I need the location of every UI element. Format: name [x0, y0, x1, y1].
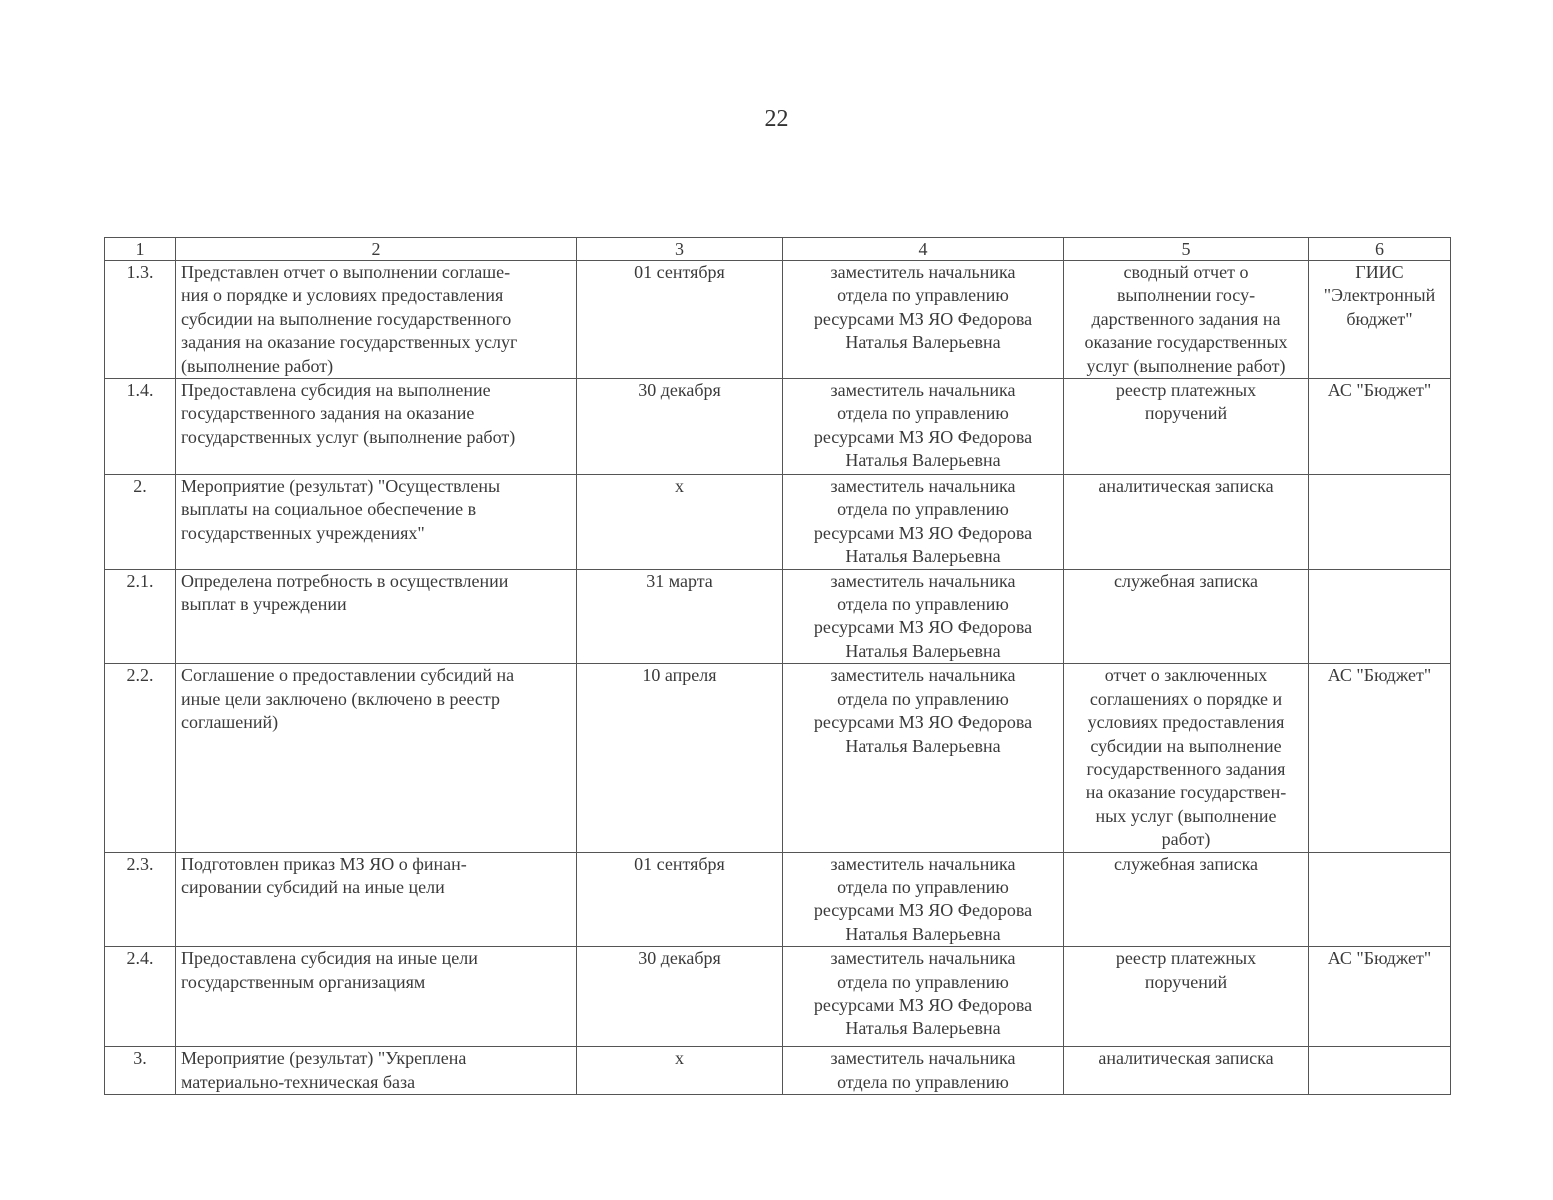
document-cell: реестр платежных поручений — [1064, 947, 1309, 1047]
deadline-cell: 30 декабря — [577, 947, 783, 1047]
deadline-cell: 01 сентября — [577, 261, 783, 379]
table-row — [105, 1047, 1451, 1095]
table-row — [105, 947, 1451, 1047]
page-number: 22 — [764, 106, 789, 132]
system-cell — [1309, 852, 1451, 947]
table-row — [105, 852, 1451, 947]
deadline-cell: 10 апреля — [577, 664, 783, 852]
column-number: 1 — [105, 238, 176, 261]
row-number: 2.2. — [105, 664, 176, 852]
row-number: 2. — [105, 475, 176, 570]
system-cell: АС "Бюджет" — [1309, 947, 1451, 1047]
activities-table — [104, 237, 1451, 1095]
responsible-cell: заместитель начальника отдела по управлению ресурсами МЗ ЯО Федорова Наталья Валерьевна — [783, 569, 1064, 664]
table-row — [105, 261, 1451, 379]
row-number: 2.1. — [105, 569, 176, 664]
row-number: 1.4. — [105, 379, 176, 475]
responsible-cell: заместитель начальника отдела по управлению ресурсами МЗ ЯО Федорова Наталья Валерьевна — [783, 947, 1064, 1047]
responsible-cell: заместитель начальника отдела по управлению ресурсами МЗ ЯО Федорова Наталья Валерьевна — [783, 475, 1064, 570]
document-cell: служебная записка — [1064, 852, 1309, 947]
system-cell — [1309, 569, 1451, 664]
deadline-cell: 30 декабря — [577, 379, 783, 475]
column-number-row — [105, 238, 1451, 261]
column-number: 4 — [783, 238, 1064, 261]
responsible-cell: заместитель начальника отдела по управлению ресурсами МЗ ЯО Федорова Наталья Валерьевна — [783, 261, 1064, 379]
activity-cell: Представлен отчет о выполнении соглаше- ния о порядке и условиях предоставления субсидии на выполнение государственного задания на оказание государственных услуг (выполнение работ) — [176, 261, 577, 379]
activity-cell: Предоставлена субсидия на выполнение государственного задания на оказание государственных услуг (выполнение работ) — [176, 379, 577, 475]
deadline-cell: 01 сентября — [577, 852, 783, 947]
document-cell: отчет о заключенных соглашениях о порядке и условиях предоставления субсидии на выполнение государственного задания на оказание государствен- ных услуг (выполнение работ) — [1064, 664, 1309, 852]
row-number: 2.3. — [105, 852, 176, 947]
document-cell: реестр платежных поручений — [1064, 379, 1309, 475]
responsible-cell: заместитель начальника отдела по управлению — [783, 1047, 1064, 1095]
document-cell: аналитическая записка — [1064, 1047, 1309, 1095]
system-cell: АС "Бюджет" — [1309, 664, 1451, 852]
table-row — [105, 664, 1451, 852]
deadline-cell: 31 марта — [577, 569, 783, 664]
document-cell: аналитическая записка — [1064, 475, 1309, 570]
activity-cell: Предоставлена субсидия на иные цели государственным организациям — [176, 947, 577, 1047]
system-cell: АС "Бюджет" — [1309, 379, 1451, 475]
table-row — [105, 569, 1451, 664]
system-cell — [1309, 475, 1451, 570]
row-number: 3. — [105, 1047, 176, 1095]
system-cell: ГИИС "Электронный бюджет" — [1309, 261, 1451, 379]
responsible-cell: заместитель начальника отдела по управлению ресурсами МЗ ЯО Федорова Наталья Валерьевна — [783, 852, 1064, 947]
table-row — [105, 475, 1451, 570]
column-number: 5 — [1064, 238, 1309, 261]
activity-cell: Подготовлен приказ МЗ ЯО о финан- сировании субсидий на иные цели — [176, 852, 577, 947]
column-number: 6 — [1309, 238, 1451, 261]
responsible-cell: заместитель начальника отдела по управлению ресурсами МЗ ЯО Федорова Наталья Валерьевна — [783, 664, 1064, 852]
activity-cell: Определена потребность в осуществлении выплат в учреждении — [176, 569, 577, 664]
document-cell: сводный отчет о выполнении госу- дарственного задания на оказание государственных услуг (выполнение работ) — [1064, 261, 1309, 379]
activity-cell: Мероприятие (результат) "Осуществлены выплаты на социальное обеспечение в государственных учреждениях" — [176, 475, 577, 570]
deadline-cell: х — [577, 1047, 783, 1095]
deadline-cell: х — [577, 475, 783, 570]
table-row — [105, 379, 1451, 475]
activity-cell: Мероприятие (результат) "Укреплена материально-техническая база — [176, 1047, 577, 1095]
column-number: 3 — [577, 238, 783, 261]
system-cell — [1309, 1047, 1451, 1095]
row-number: 1.3. — [105, 261, 176, 379]
activity-cell: Соглашение о предоставлении субсидий на иные цели заключено (включено в реестр соглашений) — [176, 664, 577, 852]
row-number: 2.4. — [105, 947, 176, 1047]
document-cell: служебная записка — [1064, 569, 1309, 664]
column-number: 2 — [176, 238, 577, 261]
responsible-cell: заместитель начальника отдела по управлению ресурсами МЗ ЯО Федорова Наталья Валерьевна — [783, 379, 1064, 475]
